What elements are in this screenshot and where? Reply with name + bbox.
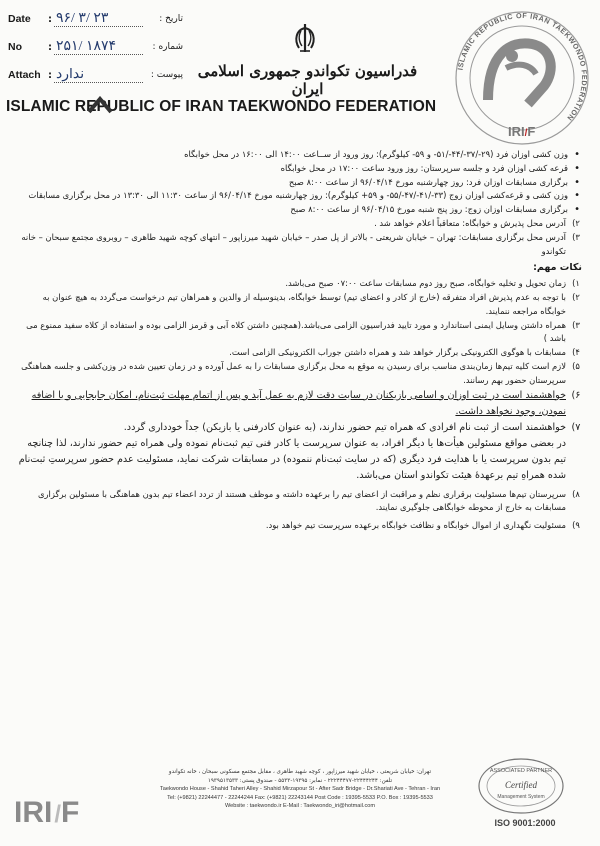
note-item: ۳) همراه داشتن وسایل ایمنی استاندارد و مورد تایید فدراسیون الزامی می‌باشد.(همچنین داشتن کلاه آبی و قرمز الزامی بوده و استفاده از کلاه سفید ممنوع می باشد ) xyxy=(26,319,580,344)
note-item: ۱) زمان تحویل و تخلیه خوابگاه، صبح روز دوم مسابقات ساعت ۰۷:۰۰ صبح می‌باشد. xyxy=(285,278,580,289)
date-field: Date : ۹۶/ ۳/ ۲۳ تاریخ : xyxy=(8,11,183,26)
svg-text:ASSOCIATED PARTNER: ASSOCIATED PARTNER xyxy=(489,768,553,774)
schedule-item: • قرعه کشی اوزان فرد و جلسه سرپرستان: روز ورود ساعت ۱۷:۰۰ در محل خوابگاه xyxy=(17,162,582,176)
svg-text:Management System: Management System xyxy=(497,794,545,800)
logo-mark: IRI/F xyxy=(508,124,536,139)
address-reception: ۲) آدرس محل پذیرش و خوابگاه: متعاقباً اعلام خواهد شد . xyxy=(374,217,580,228)
footer-logo xyxy=(10,790,140,830)
footer-address-en: Taekwondo House - Shahid Taheri Alley - Shahid Mirzapour St - After Sadr Bridge - Dr.Shariati Ave - Tehran - Iran xyxy=(159,786,441,792)
federation-logo xyxy=(448,4,596,152)
svg-text:Certified: Certified xyxy=(505,780,537,790)
date-value: ۹۶/ ۳/ ۲۳ xyxy=(54,12,143,27)
iso-certification: ISO 9001:2000 xyxy=(494,818,556,828)
date-label: Date xyxy=(8,13,31,25)
footer-contact xyxy=(150,768,450,811)
schedule-item: • برگزاری مسابقات اوزان فرد: روز چهارشنبه مورخ ۹۶/۰۴/۱۴ از ساعت ۸:۰۰ صبح xyxy=(17,176,582,190)
note-dormitory-care: ۹) مسئولیت نگهداری از اموال خوابگاه و نظافت خوابگاه برعهده سرپرست تیم خواهد بود. xyxy=(265,520,580,531)
note-registration: ۶) خواهشمند است در ثبت اوزان و اسامی بازیکنان در سایت دقت لازم به عمل آید و پس از اتمام مهلت ثبت‌نام، امکان جابجایی و یا اضافه نمودن، وجود نخواهد داشت. xyxy=(31,389,581,417)
attach-field: Attach : ندارد پیوست : xyxy=(8,67,183,82)
attach-label: Attach xyxy=(8,69,41,81)
footer-contact-fa: تلفن: ۲۲۴۴۴۲۴۴-۲۲۲۴۴۴۷۷ - نمابر: ۱۹۳۹۵-۵۵۳۳ - صندوق پستی: ۱۹۳۹۵۱۳۵۳۳ xyxy=(207,777,393,784)
date-label-fa: تاریخ : xyxy=(159,14,183,24)
number-value: ۲۵۱/ ۱۸۷۴ xyxy=(54,40,143,55)
federation-title-en: ISLAMIC REPUBLIC OF IRAN TAEKWONDO FEDERATION xyxy=(6,98,437,115)
svg-text:IRI/F: IRI/F xyxy=(14,796,80,829)
number-field: No : ۲۵۱/ ۱۸۷۴ شماره : xyxy=(8,39,183,54)
schedule-item: • وزن کشی اوزان فرد (۲۹-/۳۷-/۴۴-/۵۱- و ۵۹- کیلوگرم): روز ورود از ســاعت ۱۴:۰۰ الی ۱۶:۰۰ در محل خوابگاه xyxy=(17,148,582,162)
attach-value: ندارد xyxy=(54,68,143,83)
footer-contact-en: Tel: (+9821) 22244477 - 22244244 Fax: (+9821) 22243144 Post Code : 19395-5533 P.O. Box : 19395-5533 xyxy=(167,794,433,801)
schedule-item: • وزن کشی و قرعه‌کشی اوزان زوج (۳۳-/۴۱-/۴۷-/۵۵- و ۵۹+ کیلوگرم): روز چهارشنبه مورخ ۹۶/۰۴/۱۴ از ساعت ۱۱:۳۰ الی ۱۳:۳۰ در محل برگزاری مسابقات xyxy=(17,189,582,203)
note-item: ۵) لازم است کلیه تیم‌ها زمان‌بندی مناسب برای رسیدن به موقع به محل برگزاری مسابقات را به عمل آورده و در زمان تعیین شده در وزن‌کشی و جلسه هماهنگی سرپرستان حضور بهم رسانند. xyxy=(21,360,580,385)
note-absent-members: ۷) خواهشمند است از ثبت نام افرادی که همراه تیم حضور ندارند، (به عنوان کادرفنی یا بازیکن) جداً خودداری گردد. xyxy=(123,421,581,433)
number-label: No xyxy=(8,41,22,53)
letter-body xyxy=(17,148,582,533)
notes-heading: نکات مهم: xyxy=(533,262,582,274)
number-label-fa: شماره : xyxy=(152,42,183,52)
schedule-item: • برگزاری مسابقات اوزان زوج: روز پنج شنبه مورخ ۹۶/۰۴/۱۵ از ساعت ۸:۰۰ صبح xyxy=(17,203,582,217)
note-absent-members-detail: در بعضی مواقع مسئولین هیأت‌ها یا دیگر افراد، به عنوان سرپرست یا کادر فنی تیم ثبت‌نام نموده ولی همراه تیم حضور ندارند، لذا چنانچه تیم بدون سرپرست یا با هدایت فرد دیگری (که در سایت ثبت‌نام ننموده) در مسابقات شرکت نماید، مسئولیت عدم حضور سرپرستِ ثبت‌نام شده همراهِ تیم برعهدهٔ هیئت تکواندو استان می‌باشد. xyxy=(18,437,566,481)
federation-title-fa: فدراسیون تکواندو جمهوری اسلامی ایران xyxy=(197,62,418,98)
note-item: ۲) با توجه به عدم پذیرش افراد متفرقه (خارج از کادر و اعضای تیم) توسط خوابگاه، بدینوسیله از والدین و همراهان تیم درخواست می‌گردد به هیچ عنوان به خوابگاه مراجعه ننمایند. xyxy=(42,291,580,316)
attach-label-fa: پیوست : xyxy=(150,70,183,80)
associated-partner-seal xyxy=(476,756,566,816)
footer-address-fa: تهران: خیابان شریعتی ، خیابان شهید میرزاپور ، کوچه شهید طاهری ، مقابل مجتمع مسکونی سبحان ، خانه تکواندو xyxy=(168,769,432,775)
logo-ring-text: ISLAMIC REPUBLIC OF IRAN TAEKWONDO FEDERATION xyxy=(455,10,590,123)
iran-emblem-icon xyxy=(290,22,320,54)
address-venue: ۳) آدرس محل برگزاری مسابقات: تهران – خیابان شریعتی - بالاتر از پل صدر – خیابان شهید میرزاپور – انتهای کوچه شهید طاهری – روبروی مجتمع سبحان – خانه تکواندو xyxy=(21,231,580,256)
note-discipline: ۸) سرپرستان تیم‌ها مسئولیت برقراری نظم و مراقبت از اعضای تیم را برعهده داشته و موظف هستند از تردد اعضاء تیم بدون هماهنگی با مسئولین برگزاری مسابقات به خارج از محوطه خوابگاهی جلوگیری نمایند. xyxy=(37,488,580,513)
chevron-mark-icon xyxy=(88,96,112,114)
note-item: ۴) مسابقات با هوگوی الکترونیکی برگزار خواهد شد و همراه داشتن جوراب الکترونیکی الزامی است. xyxy=(229,347,580,358)
footer-web-en: Website : taekwondo.ir E-Mail : Taekwondo_iri@hotmail.com xyxy=(224,803,376,809)
